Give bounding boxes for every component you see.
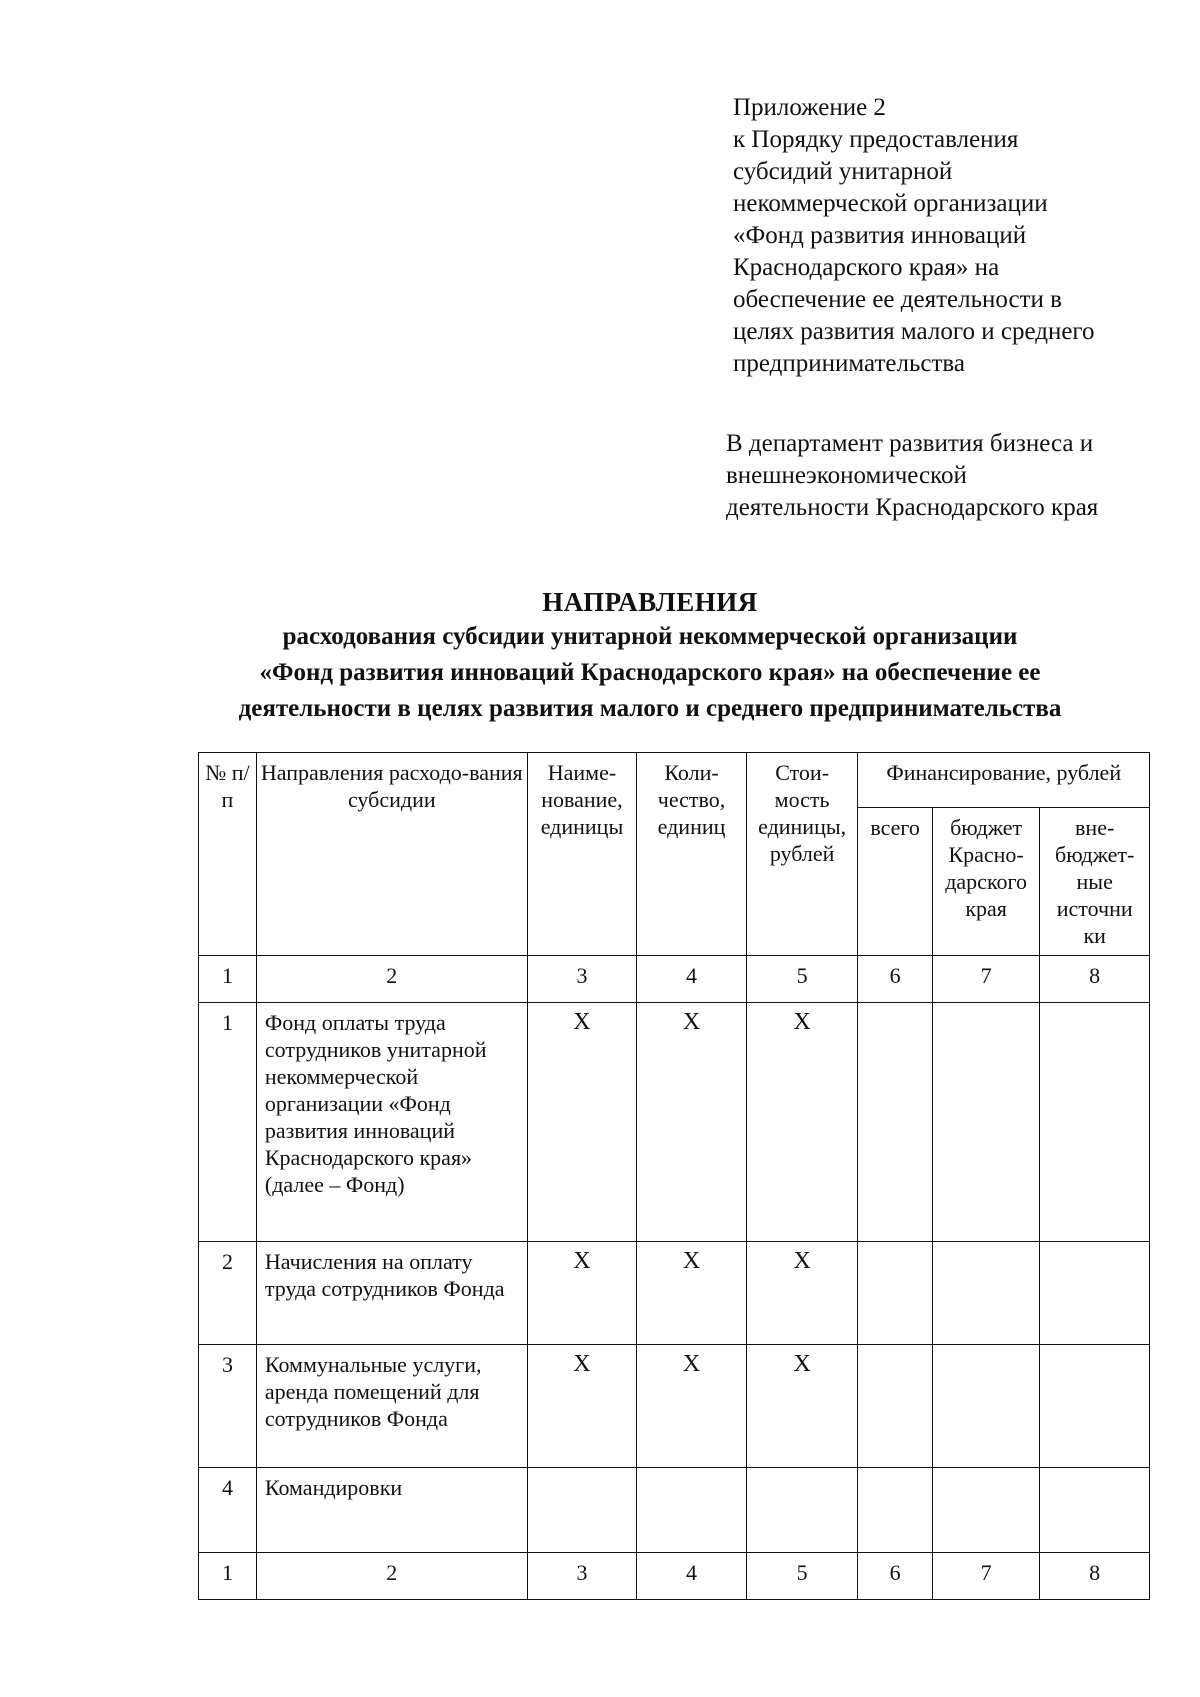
- title-heading: НАПРАВЛЕНИЯ: [542, 587, 758, 617]
- appendix-line: «Фонд развития инноваций: [733, 222, 1027, 249]
- row-budget: [932, 1242, 1040, 1345]
- row-name: [527, 1468, 637, 1553]
- appendix-line: Приложение 2: [733, 94, 886, 121]
- row-total: [858, 1345, 932, 1468]
- row-num: 2: [199, 1242, 257, 1345]
- appendix-line: некоммерческой организации: [733, 190, 1048, 217]
- column-number: 1: [199, 956, 257, 1003]
- table-row: [199, 1345, 1150, 1468]
- row-total: [858, 1242, 932, 1345]
- appendix-note: [733, 92, 1165, 380]
- header-quantity: Коли-чество, единиц: [637, 753, 747, 956]
- row-quantity: Х: [637, 1242, 747, 1345]
- addressee-line: В департамент развития бизнеса и: [726, 430, 1094, 457]
- row-quantity: Х: [637, 1003, 747, 1242]
- table-header-row: [199, 753, 1150, 808]
- row-cost: Х: [746, 1345, 858, 1468]
- addressee-line: внешнеэкономической: [726, 462, 967, 489]
- column-number: 5: [746, 1553, 858, 1600]
- row-budget: [932, 1468, 1040, 1553]
- column-number: 7: [932, 1553, 1040, 1600]
- expense-directions-table: [198, 752, 1150, 1600]
- appendix-line: целях развития малого и среднего: [733, 318, 1095, 345]
- column-number: 4: [637, 956, 747, 1003]
- row-total: [858, 1468, 932, 1553]
- column-number-row-repeat: [199, 1553, 1150, 1600]
- row-quantity: Х: [637, 1345, 747, 1468]
- column-number: 5: [746, 956, 858, 1003]
- column-number: 2: [256, 956, 527, 1003]
- row-cost: [746, 1468, 858, 1553]
- row-num: 3: [199, 1345, 257, 1468]
- appendix-line: обеспечение ее деятельности в: [733, 286, 1062, 313]
- row-offbudget: [1040, 1345, 1150, 1468]
- row-budget: [932, 1345, 1040, 1468]
- row-offbudget: [1040, 1003, 1150, 1242]
- column-number: 1: [199, 1553, 257, 1600]
- column-number-row: [199, 956, 1150, 1003]
- row-budget: [932, 1003, 1040, 1242]
- row-direction: Фонд оплаты труда сотрудников унитарной некоммерческой организации «Фонд развития инноваций Краснодарского края» (далее – Фонд): [256, 1003, 527, 1242]
- column-number: 7: [932, 956, 1040, 1003]
- appendix-line: к Порядку предоставления: [733, 126, 1019, 153]
- header-financing: Финансирование, рублей: [858, 753, 1150, 808]
- header-cost: Стои-мость единицы, рублей: [746, 753, 858, 956]
- row-name: Х: [527, 1345, 637, 1468]
- row-total: [858, 1003, 932, 1242]
- column-number: 6: [858, 956, 932, 1003]
- table-row: [199, 1003, 1150, 1242]
- header-name: Наиме-нование, единицы: [527, 753, 637, 956]
- row-name: Х: [527, 1242, 637, 1345]
- appendix-line: Краснодарского края» на: [733, 254, 1000, 281]
- addressee-block: [726, 428, 1166, 524]
- row-direction: Командировки: [256, 1468, 527, 1553]
- column-number: 8: [1040, 956, 1150, 1003]
- header-total: всего: [858, 808, 932, 956]
- row-direction: Коммунальные услуги, аренда помещений для сотрудников Фонда: [256, 1345, 527, 1468]
- row-offbudget: [1040, 1242, 1150, 1345]
- column-number: 8: [1040, 1553, 1150, 1600]
- column-number: 3: [527, 956, 637, 1003]
- document-title: [150, 585, 1150, 727]
- addressee-line: деятельности Краснодарского края: [726, 494, 1099, 521]
- header-direction: Направления расходо-вания субсидии: [256, 753, 527, 956]
- column-number: 6: [858, 1553, 932, 1600]
- row-offbudget: [1040, 1468, 1150, 1553]
- row-cost: Х: [746, 1242, 858, 1345]
- table-row: [199, 1242, 1150, 1345]
- header-budget: бюджет Красно-дарского края: [932, 808, 1040, 956]
- title-subtitle-line: деятельности в целях развития малого и среднего предпринимательства: [238, 695, 1062, 722]
- appendix-line: предпринимательства: [733, 350, 965, 377]
- row-num: 4: [199, 1468, 257, 1553]
- header-num: № п/п: [199, 753, 257, 956]
- title-subtitle-line: расходования субсидии унитарной некоммерческой организации: [282, 623, 1018, 650]
- row-num: 1: [199, 1003, 257, 1242]
- column-number: 3: [527, 1553, 637, 1600]
- row-direction: Начисления на оплату труда сотрудников Фонда: [256, 1242, 527, 1345]
- row-quantity: [637, 1468, 747, 1553]
- header-offbudget: вне-бюджет-ные источни ки: [1040, 808, 1150, 956]
- title-subtitle-line: «Фонд развития инноваций Краснодарского края» на обеспечение ее: [259, 659, 1041, 686]
- table-row: [199, 1468, 1150, 1553]
- appendix-line: субсидий унитарной: [733, 158, 953, 185]
- column-number: 2: [256, 1553, 527, 1600]
- column-number: 4: [637, 1553, 747, 1600]
- row-name: Х: [527, 1003, 637, 1242]
- row-cost: Х: [746, 1003, 858, 1242]
